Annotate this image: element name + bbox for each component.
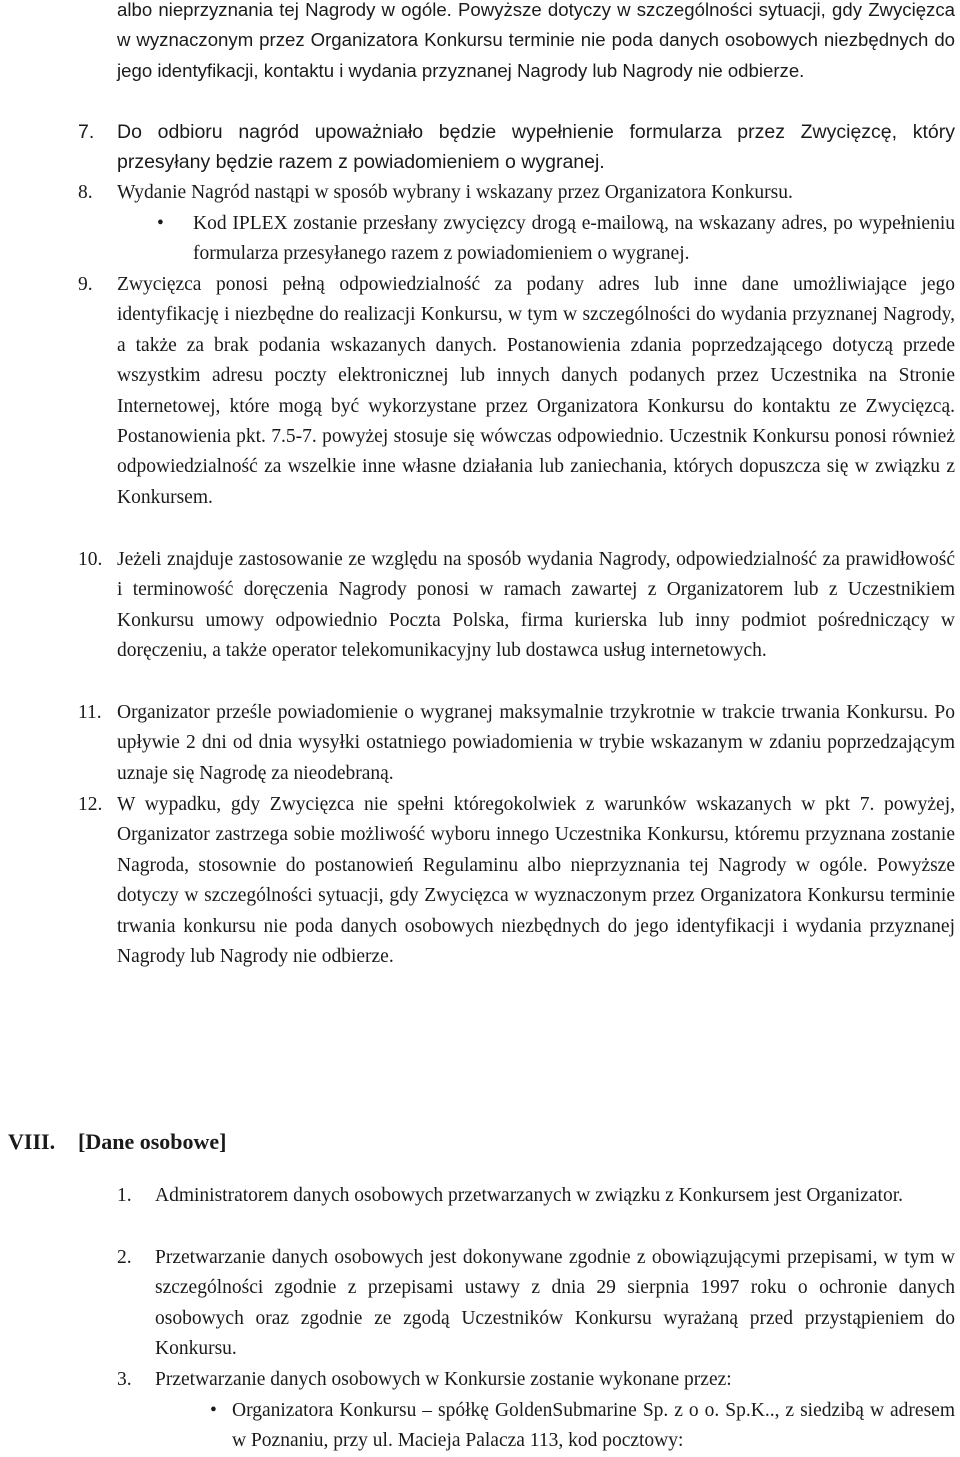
item-number: 2.	[117, 1247, 132, 1268]
section-title: [Dane osobowe]	[78, 1129, 227, 1154]
list-item: Do odbioru nagród upoważniało będzie wypełnienie formularza przez Zwycięzcę, który przesyłany będzie razem z powiadomieniem o wygranej.	[117, 121, 955, 174]
list-item: Jeżeli znajduje zastosowanie ze względu na sposób wydania Nagrody, odpowiedzialność za prawidłowość i terminowość doręczenia Nagrody ponosi w ramach zawartej z Organizatorem lub z Uczestnikiem Konkursu umowy odpowiednio Poczta Polska, firma kurierska lub inny podmiot pośredniczący w doręczeniu, a także operator telekomunikacyjny lub dostawca usług internetowych.	[117, 549, 955, 662]
list-item: Zwycięzca ponosi pełną odpowiedzialność za podany adres lub inne dane umożliwiające jego identyfikację i niezbędne do realizacji Konkursu, w tym w szczególności do wydania przyznanej Nagrody, a także za brak podania wskazanych danych. Postanowienia zdania poprzedzającego dotyczą przede wszystkim adresu poczty elektronicznej lub innych danych podanych przez Uczestnika na Stronie Internetowej, które mogą być wykorzystane przez Organizatora Konkursu do kontaktu ze Zwycięzcą. Postanowienia pkt. 7.5-7. powyżej stosuje się wówczas odpowiednio. Uczestnik Konkursu ponosi również odpowiedzialność za wszelkie inne własne działania lub zaniechania, których dopuszcza się w związku z Konkursem.	[117, 274, 955, 508]
item-number: 9.	[78, 274, 93, 295]
list-item: Administratorem danych osobowych przetwarzanych w związku z Konkursem jest Organizator.	[155, 1185, 903, 1206]
item-number: 3.	[117, 1369, 132, 1390]
item-number: 1.	[117, 1185, 132, 1206]
item-number: 12.	[78, 794, 103, 815]
list-item: Organizatora Konkursu – spółkę GoldenSubmarine Sp. z o o. Sp.K.., z siedzibą w adresem w Poznaniu, przy ul. Macieja Palacza 113, kod pocztowy:	[232, 1400, 955, 1452]
list-item: Przetwarzanie danych osobowych jest dokonywane zgodnie z obowiązującymi przepisami, w tym w szczególności zgodnie z przepisami ustawy z dnia 29 sierpnia 1997 roku o ochronie danych osobowych oraz zgodnie ze zgodą Uczestników Konkursu wyrażaną przed przystąpieniem do Konkursu.	[155, 1247, 955, 1360]
item-number: 10.	[78, 549, 103, 570]
list-item: Wydanie Nagród nastąpi w sposób wybrany i wskazany przez Organizatora Konkursu.	[117, 182, 793, 203]
continuation-paragraph: albo nieprzyznania tej Nagrody w ogóle. Powyższe dotyczy w szczególności sytuacji, gdy Zwycięzca w wyznaczonym przez Organizatora Konkursu terminie nie poda danych osobowych niezbędnych do jego identyfikacji, kontaktu i wydania przyznanej Nagrody lub Nagrody nie odbierze.	[117, 0, 955, 81]
section-number: VIII.	[8, 1129, 56, 1154]
item-number: 11.	[78, 702, 102, 723]
list-item: Przetwarzanie danych osobowych w Konkursie zostanie wykonane przez:	[155, 1369, 732, 1390]
bullet-icon: •	[157, 213, 164, 234]
bullet-icon: •	[210, 1400, 217, 1421]
list-item: W wypadku, gdy Zwycięzca nie spełni któregokolwiek z warunków wskazanych w pkt 7. powyżej, Organizator zastrzega sobie możliwość wyboru innego Uczestnika Konkursu, któremu przyznana zostanie Nagroda, stosownie do postanowień Regulaminu albo nieprzyznania tej Nagrody w ogóle. Powyższe dotyczy w szczególności sytuacji, gdy Zwycięzca w wyznaczonym przez Organizatora Konkursu terminie trwania konkursu nie poda danych osobowych niezbędnych do jego identyfikacji i wydania przyznanej Nagrody lub Nagrody nie odbierze.	[117, 794, 955, 968]
item-number: 8.	[78, 182, 93, 203]
list-item: Organizator prześle powiadomienie o wygranej maksymalnie trzykrotnie w trakcie trwania Konkursu. Po upływie 2 dni od dnia wysyłki ostatniego powiadomienia w trybie wskazanym w zdaniu poprzedzającym uznaje się Nagrodę za nieodebraną.	[117, 702, 955, 784]
item-number: 7.	[78, 121, 95, 143]
list-item: Kod IPLEX zostanie przesłany zwycięzcy drogą e-mailową, na wskazany adres, po wypełnieniu formularza przesyłanego razem z powiadomieniem o wygranej.	[193, 213, 955, 265]
